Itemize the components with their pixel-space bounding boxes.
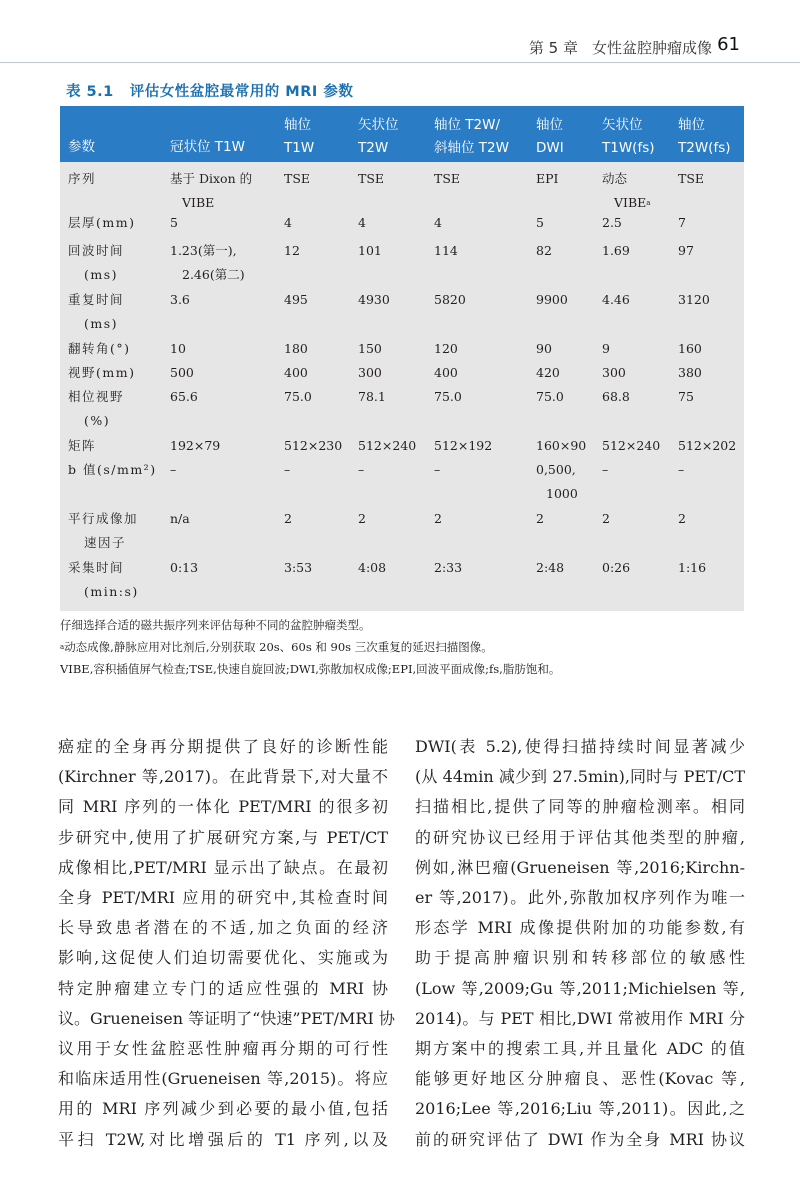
table-cell: 1.69 (602, 243, 630, 258)
page-number: 61 (717, 34, 740, 55)
table-cell: 0,500, (536, 462, 576, 477)
table-cell: 2.46(第二) (182, 267, 245, 282)
row-label: 视野(mm) (68, 365, 136, 380)
table-cell: n/a (170, 511, 190, 526)
row-label: 速因子 (84, 535, 127, 550)
row-label: 重复时间 (68, 292, 125, 307)
table-cell: TSE (678, 171, 705, 186)
column-header: 矢状位 (602, 117, 643, 133)
table-cell: – (678, 462, 685, 477)
body-text-line: 的研究协议已经用于评估其他类型的肿瘤, (415, 827, 745, 847)
table-cell: 10 (170, 341, 186, 356)
table-cell: 114 (434, 243, 458, 258)
body-text-line: 期方案中的搜索工具,并且量化 ADC 的值 (415, 1039, 745, 1059)
table-note-abbreviations: VIBE,容积插值屏气检查;TSE,快速自旋回波;DWI,弥散加权成像;EPI,回波平面成像;fs,脂肪饱和。 (60, 662, 561, 676)
table-cell: – (170, 462, 177, 477)
table-cell: 65.6 (170, 389, 198, 404)
body-text-line: 同 MRI 序列的一体化 PET/MRI 的很多初 (58, 797, 388, 817)
body-text-line: 全身 PET/MRI 应用的研究中,其检查时间 (58, 888, 388, 908)
row-label: 相位视野 (68, 389, 125, 404)
table-cell: 512×202 (678, 438, 737, 453)
table-cell: 4 (284, 215, 292, 230)
table-cell: 160×90 (536, 438, 587, 453)
column-header: 参数 (68, 139, 95, 155)
table-cell: TSE (358, 171, 385, 186)
table-cell: VIBE (182, 195, 215, 210)
body-text-line: er 等,2017)。此外,弥散加权序列作为唯一 (415, 888, 745, 908)
table-cell (614, 192, 650, 214)
table-cell: 2 (434, 511, 442, 526)
body-text-line: 扫描相比,提供了同等的肿瘤检测率。相同 (415, 797, 745, 817)
table-cell: 2:48 (536, 560, 565, 575)
chapter-title: 女性盆腔肿瘤成像 (591, 39, 712, 57)
table-cell: 动态 (602, 171, 628, 186)
superscript-marker: a (646, 199, 651, 207)
table-cell: – (358, 462, 365, 477)
body-text-line: 议用于女性盆腔恶性肿瘤再分期的可行性 (58, 1039, 388, 1059)
body-text-line: 步研究中,使用了扩展研究方案,与 PET/CT (58, 827, 388, 847)
column-header: T2W(fs) (678, 140, 731, 156)
table-cell: 78.1 (358, 389, 386, 404)
row-label: 平行成像加 (68, 511, 139, 526)
body-text-line: 和临床适用性(Grueneisen 等,2015)。将应 (58, 1069, 388, 1089)
table-cell: 9 (602, 341, 610, 356)
body-column-left (58, 732, 395, 1155)
body-text-line: 前的研究评估了 DWI 作为全身 MRI 协议 (415, 1129, 745, 1149)
column-header: 轴位 (678, 117, 705, 133)
column-header: 轴位 (284, 117, 311, 133)
table-cell: 3:53 (284, 560, 313, 575)
body-text-line: 形态学 MRI 成像提供附加的功能参数,有 (415, 918, 745, 938)
body-text-line: (Low 等,2009;Gu 等,2011;Michielsen 等, (415, 978, 745, 998)
body-text-line: 例如,淋巴瘤(Grueneisen 等,2016;Kirchn- (415, 857, 745, 877)
table-cell: 2 (284, 511, 292, 526)
table-cell: 82 (536, 243, 552, 258)
body-column-right (415, 732, 745, 1155)
body-text-line: 影响,这促使人们迫切需要优化、实施或为 (58, 948, 388, 968)
table-cell: 12 (284, 243, 300, 258)
body-text-line: 用的 MRI 序列减少到必要的最小值,包括 (58, 1099, 388, 1119)
footnote-marker: a (60, 643, 65, 651)
row-label: 层厚(mm) (68, 215, 136, 230)
table-cell: – (434, 462, 441, 477)
body-text-line: 成像相比,PET/MRI 显示出了缺点。在最初 (58, 857, 388, 877)
table-cell: 300 (358, 365, 382, 380)
table-cell: 512×192 (434, 438, 493, 453)
row-label: 回波时间 (68, 243, 125, 258)
table-cell: 120 (434, 341, 458, 356)
row-label: (%) (84, 413, 111, 428)
table-cell: 400 (284, 365, 308, 380)
table-cell: 基于 Dixon 的 (170, 171, 253, 186)
table-cell: 2.5 (602, 215, 622, 230)
table-cell: 3120 (678, 292, 710, 307)
table-cell: 4.46 (602, 292, 630, 307)
table-caption (66, 80, 353, 101)
table-cell: 75.0 (536, 389, 564, 404)
body-text-line: 平扫 T2W,对比增强后的 T1 序列,以及 (58, 1129, 388, 1149)
body-text-line: 议。Grueneisen 等证明了“快速”PET/MRI 协 (58, 1008, 395, 1028)
table-cell: 512×230 (284, 438, 343, 453)
column-header: 冠状位 T1W (170, 139, 245, 155)
table-cell: 512×240 (358, 438, 417, 453)
table-cell: 150 (358, 341, 382, 356)
row-label: 翻转角(°) (68, 341, 131, 356)
table-cell: TSE (284, 171, 311, 186)
table-header (60, 106, 744, 162)
table-cell: 180 (284, 341, 308, 356)
table-cell: 68.8 (602, 389, 630, 404)
body-text-line: 长导致患者潜在的不适,加之负面的经济 (58, 918, 388, 938)
body-text-line: 助于提高肿瘤识别和转移部位的敏感性 (415, 948, 745, 968)
table-cell: 1:16 (678, 560, 707, 575)
column-header: T2W (358, 140, 389, 156)
table-notes (60, 614, 750, 680)
table-cell: 420 (536, 365, 560, 380)
table-cell: TSE (434, 171, 461, 186)
table-cell: 2 (358, 511, 366, 526)
row-label: 序列 (68, 171, 97, 186)
table-cell: 380 (678, 365, 702, 380)
table-cell: – (602, 462, 609, 477)
row-label: b 值(s/mm²) (68, 462, 157, 477)
table-cell: 500 (170, 365, 194, 380)
column-header: DWI (536, 140, 564, 156)
row-label: (ms) (84, 316, 119, 331)
table-cell: 192×79 (170, 438, 221, 453)
body-text-line: (Kirchner 等,2017)。在此背景下,对大量不 (58, 767, 388, 787)
mri-parameter-table (60, 106, 744, 611)
table-cell: 97 (678, 243, 694, 258)
body-text-line: DWI(表 5.2),使得扫描持续时间显著减少 (415, 737, 745, 756)
running-head (515, 37, 712, 58)
table-cell: 75 (678, 389, 694, 404)
row-label: 矩阵 (68, 438, 97, 453)
footnote-text: 动态成像,静脉应用对比剂后,分别获取 20s、60s 和 90s 三次重复的延迟扫描图像。 (64, 640, 493, 654)
body-text-line: 2014)。与 PET 相比,DWI 常被用作 MRI 分 (415, 1008, 745, 1028)
table-cell: 90 (536, 341, 552, 356)
table-cell: 1000 (546, 486, 578, 501)
chapter-number: 第 5 章 (528, 39, 578, 57)
table-note-footnote (60, 636, 750, 658)
table-cell: 5 (170, 215, 178, 230)
body-text-line: 能够更好地区分肿瘤良、恶性(Kovac 等, (415, 1069, 745, 1089)
table-cell: 160 (678, 341, 702, 356)
table-cell: 4930 (358, 292, 390, 307)
table-caption-number: 表 5.1 (66, 84, 114, 100)
table-cell: 0:13 (170, 560, 199, 575)
table-cell-text: VIBE (614, 195, 647, 210)
table-cell: EPI (536, 171, 559, 186)
table-note: 仔细选择合适的磁共振序列来评估每种不同的盆腔肿瘤类型。 (60, 618, 371, 632)
table-cell: 101 (358, 243, 382, 258)
row-label: (ms) (84, 267, 119, 282)
column-header: T1W (284, 140, 315, 156)
table-cell: 1.23(第一), (170, 243, 237, 258)
table-cell: 5 (536, 215, 544, 230)
body-text-line: 癌症的全身再分期提供了良好的诊断性能 (58, 737, 388, 756)
table-cell: 495 (284, 292, 308, 307)
table-caption-title: 评估女性盆腔最常用的 MRI 参数 (129, 84, 354, 100)
body-text-line: 2016;Lee 等,2016;Liu 等,2011)。因此,之 (415, 1099, 745, 1119)
table-cell: 400 (434, 365, 458, 380)
body-text-line: 特定肿瘤建立专门的适应性强的 MRI 协 (58, 978, 388, 998)
table-cell: 3.6 (170, 292, 190, 307)
table-cell: 7 (678, 215, 686, 230)
table-cell: 5820 (434, 292, 466, 307)
table-cell: 4 (434, 215, 442, 230)
table-cell: 512×240 (602, 438, 661, 453)
table-cell: 2 (678, 511, 686, 526)
table-cell: 300 (602, 365, 626, 380)
column-header: 轴位 T2W/ (434, 117, 501, 133)
body-text-line: (从 44min 减少到 27.5min),同时与 PET/CT (415, 767, 745, 787)
table-cell: 0:26 (602, 560, 631, 575)
table-cell: 75.0 (434, 389, 462, 404)
row-label: (min:s) (84, 584, 139, 599)
table-cell: – (284, 462, 291, 477)
table-cell: 4:08 (358, 560, 387, 575)
table-cell: 2 (536, 511, 544, 526)
table-cell: 2:33 (434, 560, 463, 575)
row-label: 采集时间 (68, 560, 125, 575)
table-cell: 4 (358, 215, 366, 230)
column-header: T1W(fs) (602, 140, 655, 156)
column-header: 矢状位 (358, 117, 399, 133)
page-header (0, 0, 800, 63)
table-cell: 75.0 (284, 389, 312, 404)
table-cell: 9900 (536, 292, 568, 307)
table-cell: 2 (602, 511, 610, 526)
column-header: 斜轴位 T2W (434, 140, 509, 156)
column-header: 轴位 (536, 117, 563, 133)
